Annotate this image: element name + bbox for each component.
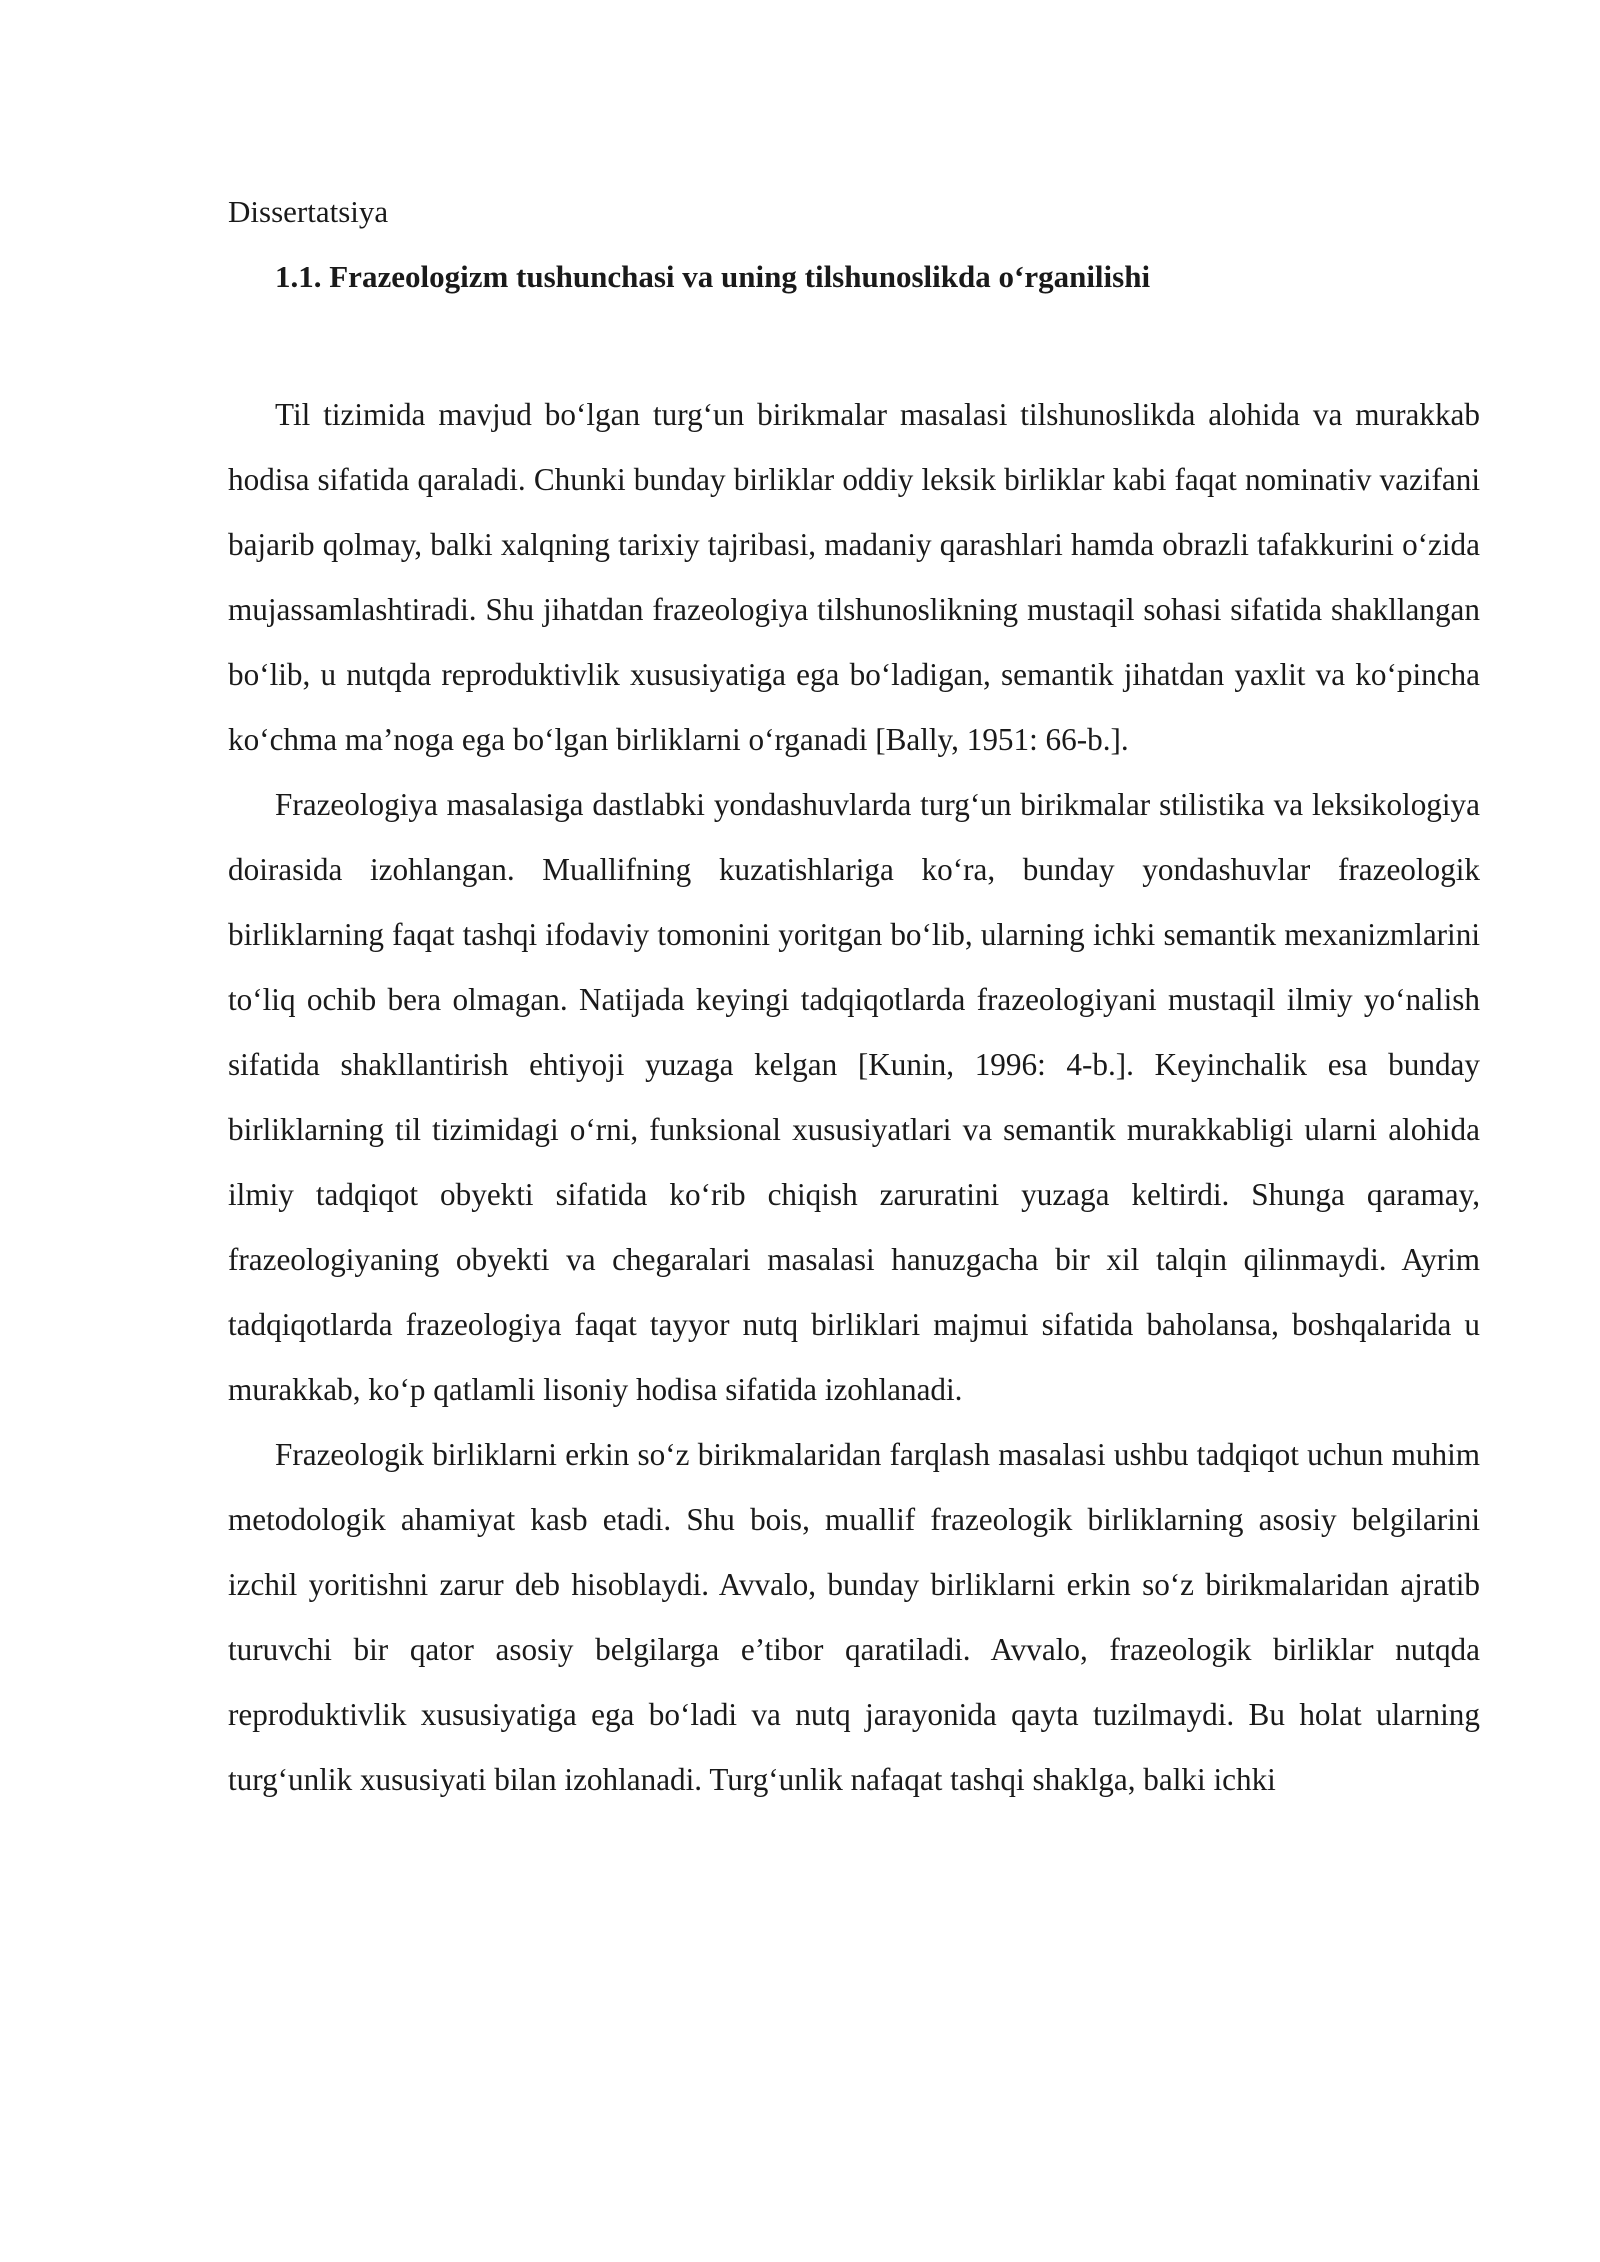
body-text [228,382,1480,1812]
section-title: 1.1. Frazeologizm tushunchasi va uning tilshunoslikda o‘rganilishi [275,259,1151,294]
paragraph-3: Frazeologik birliklarni erkin so‘z birikmalaridan farqlash masalasi ushbu tadqiqot uchun muhim metodologik ahamiyat kasb etadi. Shu bois, muallif frazeologik birliklarning asosiy belgilarini izchil yoritishni zarur deb hisoblaydi. Avvalo, bunday birliklarni erkin so‘z birikmalaridan ajratib turuvchi bir qator asosiy belgilarga e’tibor qaratiladi. Avvalo, frazeologik birliklar nutqda reproduktivlik xususiyatiga ega bo‘ladi va nutq jarayonida qayta tuzilmaydi. Bu holat ularning turg‘unlik xususiyati bilan izohlanadi. Turg‘unlik nafaqat tashqi shaklga, balki ichki [228,1437,1480,1797]
document-label: Dissertatsiya [228,194,389,229]
paragraph-2: Frazeologiya masalasiga dastlabki yondashuvlarda turg‘un birikmalar stilistika va leksikologiya doirasida izohlangan. Muallifning kuzatishlariga ko‘ra, bunday yondashuvlar frazeologik birliklarning faqat tashqi ifodaviy tomonini yoritgan bo‘lib, ularning ichki semantik mexanizmlarini to‘liq ochib bera olmagan. Natijada keyingi tadqiqotlarda frazeologiyani mustaqil ilmiy yo‘nalish sifatida shakllantirish ehtiyoji yuzaga kelgan [Kunin, 1996: 4-b.]. Keyinchalik esa bunday birliklarning til tizimidagi o‘rni, funksional xususiyatlari va semantik murakkabligi ularni alohida ilmiy tadqiqot obyekti sifatida ko‘rib chiqish zaruratini yuzaga keltirdi. Shunga qaramay, frazeologiyaning obyekti va chegaralari masalasi hanuzgacha bir xil talqin qilinmaydi. Ayrim tadqiqotlarda frazeologiya faqat tayyor nutq birliklari majmui sifatida baholansa, boshqalarida u murakkab, ko‘p qatlamli lisoniy hodisa sifatida izohlanadi. [228,787,1480,1407]
paragraph-1: Til tizimida mavjud bo‘lgan turg‘un birikmalar masalasi tilshunoslikda alohida va murakkab hodisa sifatida qaraladi. Chunki bunday birliklar oddiy leksik birliklar kabi faqat nominativ vazifani bajarib qolmay, balki xalqning tarixiy tajribasi, madaniy qarashlari hamda obrazli tafakkurini o‘zida mujassamlashtiradi. Shu jihatdan frazeologiya tilshunoslikning mustaqil sohasi sifatida shakllangan bo‘lib, u nutqda reproduktivlik xususiyatiga ega bo‘ladigan, semantik jihatdan yaxlit va ko‘pincha ko‘chma ma’noga ega bo‘lgan birliklarni o‘rganadi [Bally, 1951: 66-b.]. [228,397,1480,757]
